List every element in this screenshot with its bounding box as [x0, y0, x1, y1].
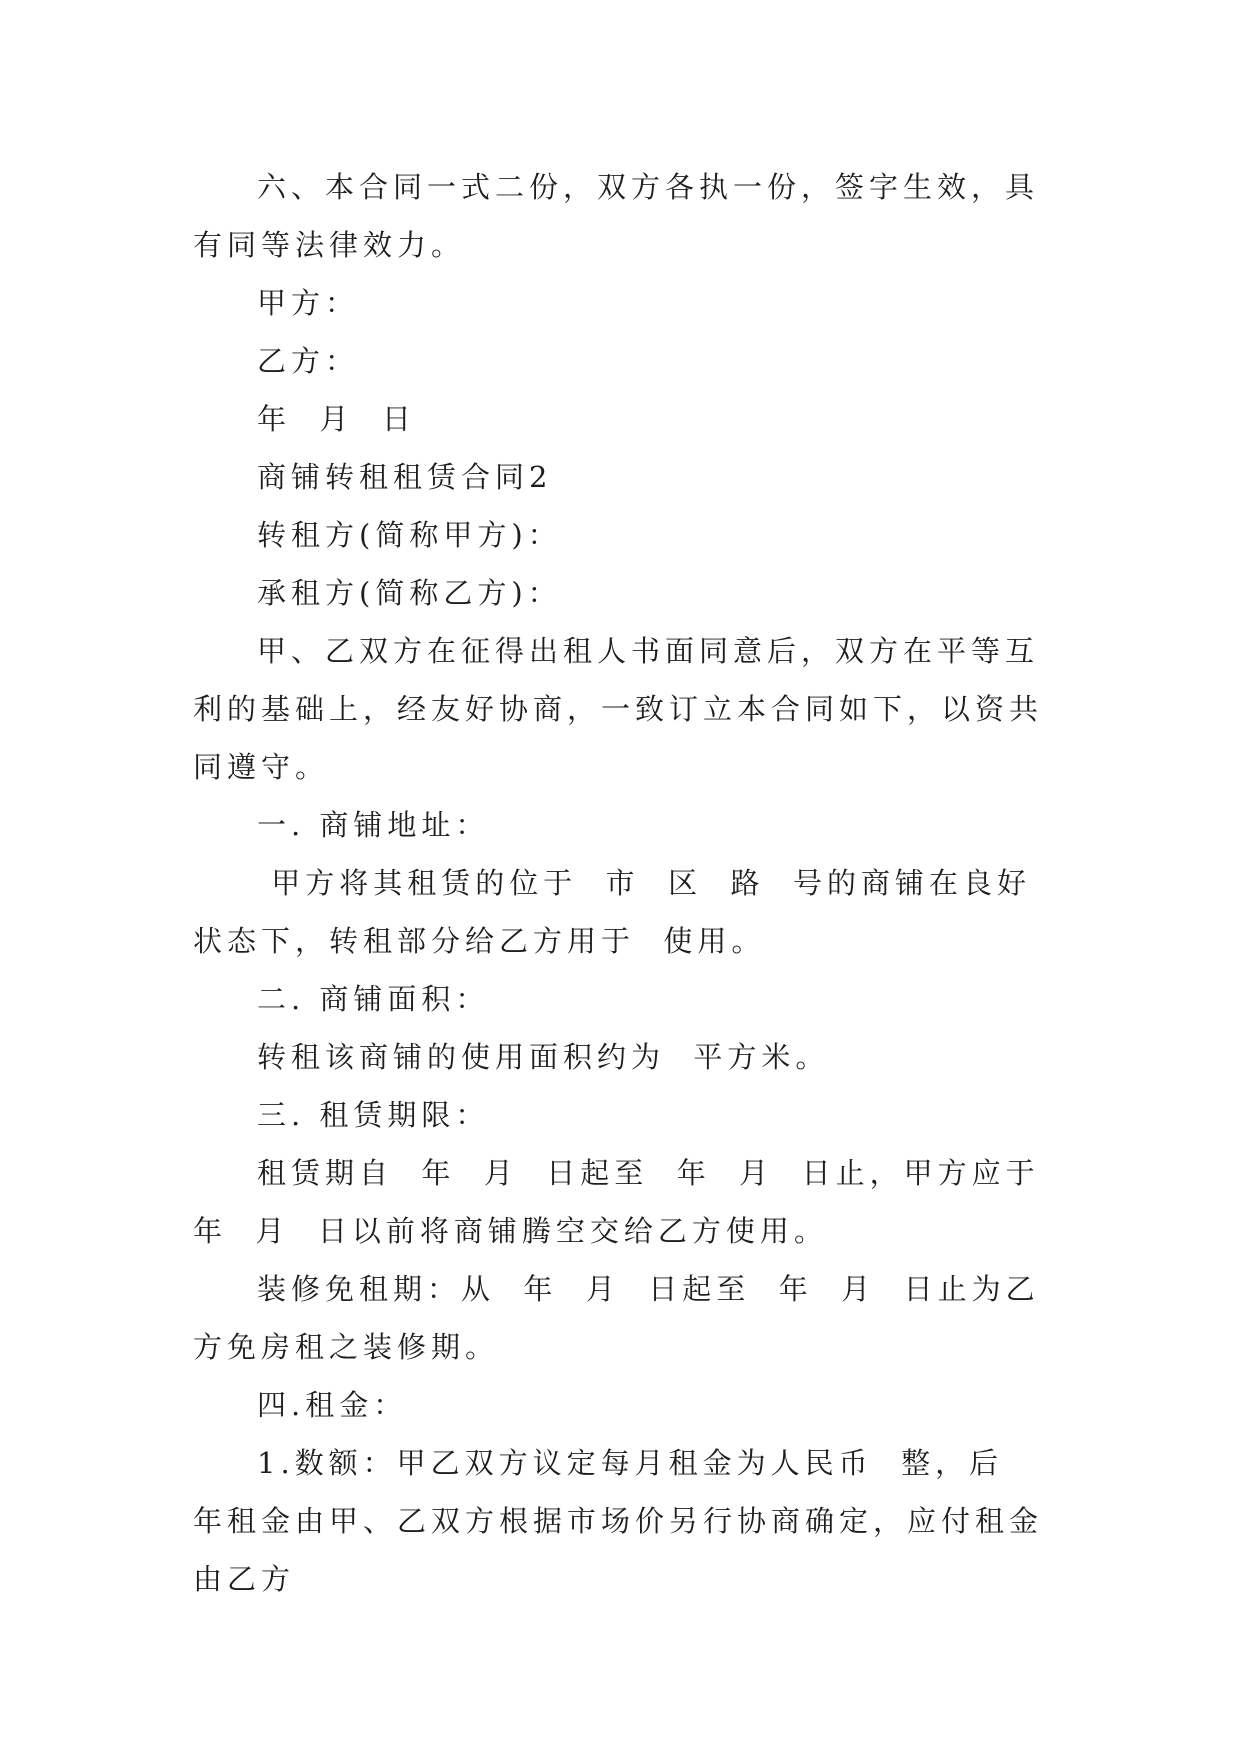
date-line: 年 月 日	[257, 402, 416, 436]
rent-amount-paragraph: 1.数额：甲乙双方议定每月租金为人民币 整，后 年租金由甲、乙双方根据市场价另行协商确定，应付租金由乙方	[193, 1446, 1044, 1596]
clause-six-copies: 六、本合同一式二份，双方各执一份，签字生效，具有同等法律效力。	[193, 170, 1040, 262]
section-one-heading: 一. 商铺地址：	[257, 808, 490, 842]
preamble-paragraph: 甲、乙双方在征得出租人书面同意后，双方在平等互利的基础上，经友好协商，一致订立本合同如下，以资共同遵守。	[193, 634, 1044, 784]
shop-address-paragraph: 甲方将其租赁的位于 市 区 路 号的商铺在良好状态下，转租部分给乙方用于 使用。	[193, 866, 1031, 958]
section-three-heading: 三. 租赁期限：	[257, 1098, 490, 1132]
party-a-signature-line: 甲方：	[257, 286, 360, 320]
section-four-heading: 四.租金：	[257, 1388, 408, 1422]
lease-term-paragraph: 租赁期自 年 月 日起至 年 月 日止，甲方应于 年 月 日以前将商铺腾空交给乙方使用。	[193, 1156, 1069, 1248]
document-body	[193, 158, 1069, 1608]
renovation-period-paragraph: 装修免租期：从 年 月 日起至 年 月 日止为乙方免房租之装修期。	[193, 1272, 1040, 1364]
sublessor-line: 转租方(简称甲方)：	[257, 518, 562, 552]
contract-title: 商铺转租租赁合同2	[257, 460, 553, 494]
shop-area-paragraph: 转租该商铺的使用面积约为 平方米。	[257, 1040, 830, 1074]
section-two-heading: 二. 商铺面积：	[257, 982, 490, 1016]
party-b-signature-line: 乙方：	[257, 344, 360, 378]
sublessee-line: 承租方(简称乙方)：	[257, 576, 562, 610]
